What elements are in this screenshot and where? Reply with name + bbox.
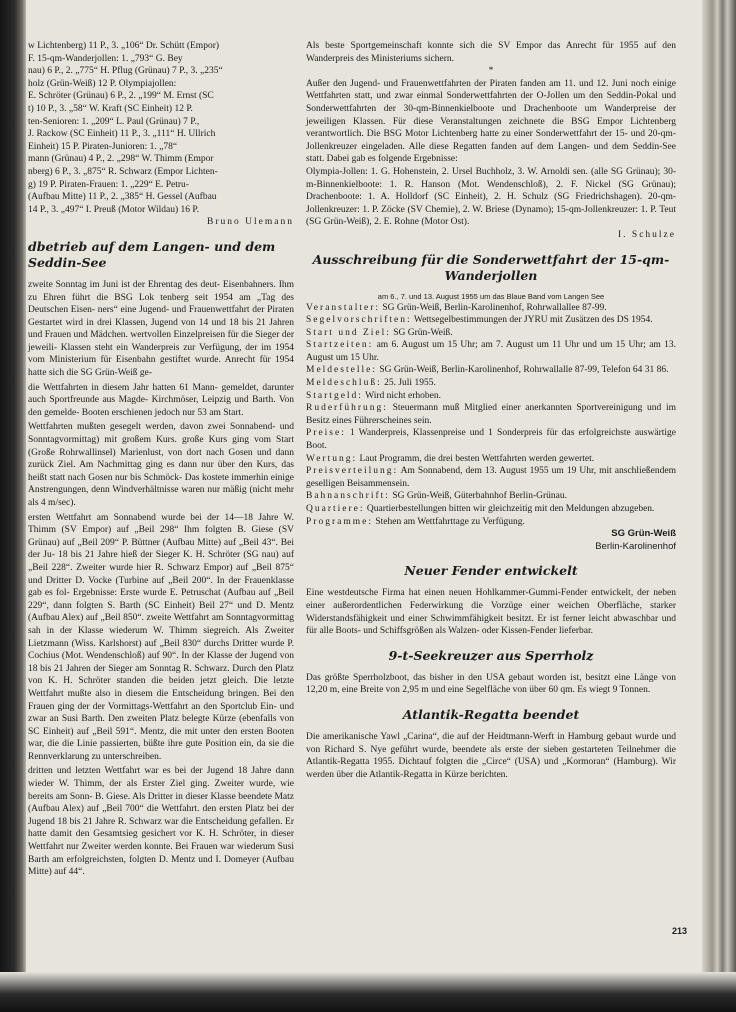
entry-text: Wettsegelbestimmungen der JYRU mit Zusätzen des DS 1954. [411, 315, 653, 326]
announcement-entry [306, 339, 676, 364]
results-line: (Aufbau Mitte) 11 P., 2. „385“ H. Gessel (Aufbau [28, 192, 217, 203]
section-heading: Atlantik-Regatta beendet [402, 706, 580, 722]
results-line: nau) 6 P., 2. „775“ H. Pflug (Grünau) 7 P., 3. „235“ [28, 66, 223, 77]
left-column [28, 40, 294, 879]
scan-bottom-edge [0, 972, 736, 1012]
results-line: 14 P., 3. „497“ I. Preuß (Motor Wildau) 16 P. [28, 204, 199, 215]
entry-text: SG Grün-Weiß. [390, 327, 453, 338]
entry-text: Laut Programm, die drei besten Wettfahrten werden gewertet. [357, 453, 595, 464]
results-paragraph: Olympia-Jollen: 1. G. Hohenstein, 2. Ursel Buchholz, 3. W. Arnoldi sen. (alle SG Grünau); 30-m-Binnenkielboote: 1. R. Hanson (Mot. Wendenschloß), 2. F. Nickel (SG Grünau); Drachenboote: 1. A. Holldorf (SC Einheit), 2. H. Schulz (SG Friedrichshagen). 20-qm-Jollenkreuzer: 1. P. Zöcke (SV Chemie), 2. W. Briese (Dynamo); 15-qm-Jollenkreuzer: 1. P. Teut (SG Grün-Weiß), 2. E. Rohne (Motor Ost). [306, 166, 676, 228]
entry-label: Startzeiten: [306, 340, 374, 351]
article-paragraph: Wettfahrten mußten gesegelt werden, davon zwei Sonnabend- und Sonntagvormittag) mit großem Kurs. große Kurs ging vom Start (Große Rohrwallinsel) Marienlust, von dort nach Gosen und dann zurück Ziel. Am Nachmittag ging es dann nur über den Kurs, das heißt statt nach Gosen nur bis Schmöck- Das kostete immerhin einige Anstrengungen, denn Windverhältnisse waren nur mäßig (nicht mehr als 4 m/sec). [28, 422, 294, 508]
entry-label: Segelvorschriften: [306, 315, 412, 326]
entry-label: Programme: [306, 516, 373, 527]
announcement-list [306, 302, 676, 529]
results-line: nberg) 6 P., 3. „875“ R. Schwarz (Empor Lichten- [28, 166, 218, 177]
article-paragraph: Das größte Sperrholzboot, das bisher in den USA gebaut worden ist, besitzt eine Länge von 12,20 m, eine Breite von 2,95 m und eine Segelfläche von über 60 qm. Es wiegt 9 Tonnen. [306, 672, 676, 696]
article-paragraph: Als beste Sportgemeinschaft konnte sich die SV Empor das Anrecht für 1955 auf den Wanderpreis des Ministeriums sichern. [306, 41, 676, 64]
entry-text: Stehen am Wettfahrttage zu Verfügung. [372, 516, 525, 527]
entry-text: 1 Wanderpreis, Klassenpreise und 1 Sonderpreis für das erfolgreichste auswärtige Boot. [306, 428, 676, 452]
entry-text: Steuermann muß Mitglied einer anerkannten Sportvereinigung und im Besitz eines Führerscheines sein. [306, 403, 676, 426]
announcement-entry [306, 503, 676, 516]
entry-label: Meldeschluß: [306, 378, 382, 389]
results-line: w Lichtenberg) 11 P., 3. „106“ Dr. Schütt (Empor) [28, 41, 220, 51]
entry-text: 25. Juli 1955. [381, 378, 436, 389]
section-heading: 9-t-Seekreuzer aus Sperrholz [388, 647, 594, 663]
entry-text: Am Sonnabend, dem 13. August 1955 um 19 Uhr, mit anschließendem geselligen Beisammensein. [306, 466, 676, 489]
article-paragraph: Eine westdeutsche Firma hat einen neuen Hohlkammer-Gummi-Fender entwickelt, der neben einer außerordentlichen Federwirkung die Vorzüge einer weichen Oberfläche, starker Widerstandsfähigkeit und einer Schwimmfähigkeit besitzt. Er ist ferner leicht abwaschbar und für alle Boots- und Schiffsgrößen als Walzen- oder Kissen-Fender lieferbar. [306, 588, 676, 637]
entry-label: Ruderführung: [306, 403, 388, 414]
entry-text: SG Grün-Weiß, Berlin-Karolinenhof, Rohrwallallee 87-99. [380, 302, 607, 313]
announcement-entry [306, 327, 676, 340]
announcement-entry [306, 377, 676, 390]
results-line: mann (Grünau) 4 P., 2. „298“ W. Thimm (Empor [28, 154, 214, 165]
announcement-entry [306, 302, 676, 315]
entry-label: Preisverteilung: [306, 466, 399, 477]
announcement-entry [306, 516, 676, 529]
entry-label: Wertung: [306, 453, 358, 464]
page-number: 213 [672, 926, 688, 936]
results-line: J. Rackow (SC Einheit) 11 P., 3. „111“ H. Ullrich [28, 129, 216, 140]
section-subline: am 6., 7. und 13. August 1955 um das Blaue Band vom Langen See [377, 291, 605, 301]
entry-text: SG Grün-Weiß, Berlin-Karolinenhof, Rohrwallalle 87-99, Telefon 64 31 86. [376, 365, 669, 376]
entry-label: Start und Ziel: [306, 327, 391, 338]
article-paragraph: Außer den Jugend- und Frauenwettfahrten der Piraten fanden am 11. und 12. Juni noch einige Wettfahrten statt, und zwar einmal Sonderwettfahrten der O-Jollen um den Seddin-Pokal und Sonderwettfahrten der 30-qm-Binnenkielboote und Drachenboote um Wanderpreise der jeweiligen Klassen. Für diese Veranstaltungen zeichnete die BSG Empor Lichtenberg verantwortlich. Die BSG Motor Lichtenberg hatte zu einer Sonderwettfahrt der 15- und 20-qm-Jollenkreuzer eingeladen. Alle diese Regatten fanden auf dem Langen- und dem Seddin-See statt. Dabei gab es folgende Ergebnisse: [306, 78, 676, 165]
club-place: Berlin-Karolinenhof [595, 540, 676, 552]
entry-text: Quartierbestellungen bitten wir gleichzeitig mit den Meldungen abzugeben. [364, 504, 655, 514]
results-lines [28, 40, 294, 216]
section-heading: Ausschreibung für die Sonderwettfahrt der 15-qm-Wanderjollen [312, 251, 670, 283]
results-line: Einheit) 15 P. Piraten-Junioren: 1. „78“ [28, 141, 178, 152]
article-paragraph: Die amerikanische Yawl „Carina“, die auf der Heidtmann-Werft in Hamburg gebaut wurde und von Richard S. Nye geführt wurde, beendete als erste der sieben gestarteten Teilnehmer die Atlantik-Regatta 1955. Dichtauf folgten die „Circe“ (USA) und „Kormoran“ (Hamburg). Wir werden über die Atlantik-Regatta in Kürze berichten. [306, 731, 676, 780]
article-paragraph: ersten Wettfahrt am Sonnabend wurde bei der 14—18 Jahre W. Thimm (SV Empor) auf „Beil 298“ Ihm folgten B. Giese (SV Grünau) auf „Beil 209“ P. Büttner (Aufbau Mitte) auf „Beil 43“. Bei der Ju- 18 bis 21 Jahre hieß der Sieger K. H. Schröter (SG nau) auf „Beil 228“. Zweiter wurde hier R. Schwarz Empor) auf „Beil 875“ und Dritter D. Vocke (Turbine auf „Beil 200“. In der Frauenklasse gab es fol- Ergebnisse: Erste wurde E. Petruschat (Aufbau auf „Beil 229“, dann folgten S. Barth (SC Einheit) Beil 27“ und D. Mentz (Aufbau Alex) auf „Beil 850“. zweite Wettfahrt am Sonntagvormittag sah in der Klasse wiederum W. Thimm siegreich. Als Zweiter Lietzmann (Wiss. Karlshorst) auf „Beil 830“ durchs Dritter wurde P. Cochius (Mot. Wendenschloß) auf 90“. In der Klasse der Jugend von 18 bis 21 Jahren der Sieger am Sonntag R. Schwarz. Durch den Platz von K. H. Schröter standen die beiden jetzt gleich. Die letzte Wettfahrt mußte also in diesem die Entscheidung bringen. Bei den Frauen ging der der Vormittags-Wettfahrt an den Sportclub Ein- und zwar an Susi Barth. Den zweiten Platz belegte Kürze (ebenfalls von SC Einheit) auf „Beil 591“. Mentz, die mit unter den ersten Booten war, die die Linie passierten, büßte ihre gute Position ein, da sie die Rennverklarung zu unterschreiben. [28, 512, 294, 762]
section-heading: dbetrieb auf dem Langen- und dem Seddin-See [28, 238, 276, 270]
entry-text: Wird nicht erhoben. [362, 390, 442, 401]
announcement-entry [306, 402, 676, 427]
entry-text: am 6. August um 15 Uhr; am 7. August um 11 Uhr und um 15 Uhr; am 13. August um 15 Uhr. [306, 340, 676, 363]
author-signature: I. Schulze [618, 229, 676, 240]
article-paragraph: dritten und letzten Wettfahrt war es bei der Jugend 18 Jahre dann wieder W. Thimm, der als Erster Ziel ging. Zweiter wurde, wie bereits am Sonn- B. Giese. Als Dritter in dieser Klasse beendete Matz (Aufbau Alex) auf „Beil 700“ die Wettfahrt. den ersten Platz bei der Jugend 18 bis 21 Jahre R. Schwarz war die Entscheidung gefallen. Er hatte damit den Gesamtsieg gesichert vor K. H. Schröter, in dieser Wettfahrt nur Zweiter werden konnte. Bei Frauen war wiederum Susi Barth am erfolgreichsten, folgten D. Mentz und I. Domeyer (Aufbau Mitte) auf 44“. [28, 766, 294, 878]
club-name: SG Grün-Weiß [611, 528, 676, 540]
entry-label: Preise: [306, 428, 346, 439]
announcement-entry [306, 490, 676, 503]
book-gutter-shadow [0, 0, 26, 1012]
announcement-entry [306, 364, 676, 377]
announcement-entry [306, 453, 676, 466]
entry-label: Veranstalter: [306, 302, 381, 313]
announcement-entry [306, 390, 676, 403]
entry-label: Startgeld: [306, 390, 363, 401]
results-line: g) 19 P. Piraten-Frauen: 1. „229“ E. Petru- [28, 179, 189, 190]
results-line: ten-Senioren: 1. „209“ L. Paul (Grünau) 7 P., [28, 116, 200, 127]
announcement-entry [306, 314, 676, 327]
page-edges [702, 0, 736, 1012]
results-line: F. 15-qm-Wanderjollen: 1. „793“ G. Bey [28, 53, 183, 64]
announcement-entry [306, 465, 676, 490]
section-separator: * [488, 66, 494, 77]
entry-label: Meldestelle: [306, 365, 377, 376]
results-line: holz (Grün-Weiß) 12 P. Olympiajollen: [28, 78, 177, 89]
article-paragraph: zweite Sonntag im Juni ist der Ehrentag des deut- Eisenbahners. Ihm zu Ehren führt die BSG Lok tenberg seit 1954 am „Tag des Deutschen Eisen- ners“ eine Jugend- und Frauenwettfahrt der Piraten Gestartet wird in drei Klassen, Jugend von 14 und 18 bis 21 Jahren und Frauen und Mädchen. wertvollen Einzelpreisen für die Sieger der jeweili- Klassen steht ein Wanderpreis zur Verfügung, der im 1954 vom Ministerium für Eisenbahn gestiftet wurde. Anrecht für 1954 hatte sich die SG Grün-Weiß ge- [28, 279, 294, 379]
right-column [306, 40, 676, 781]
article-paragraph: die Wettfahrten in diesem Jahr hatten 61 Mann- gemeldet, darunter auch Sportfreunde aus Magde- Kirchmöser, Leipzig und Barth. Von den gemelde- Booten erschienen jedoch nur 53 am Start. [28, 382, 294, 418]
entry-label: Quartiere: [306, 504, 365, 514]
entry-text: SG Grün-Weiß, Güterbahnhof Berlin-Grünau. [389, 491, 567, 502]
author-signature: Bruno Ulemann [207, 217, 294, 228]
announcement-entry [306, 427, 676, 452]
results-line: t) 10 P., 3. „58“ W. Kraft (SC Einheit) 12 P. [28, 103, 193, 114]
results-line: E. Schröter (Grünau) 6 P., 2. „199“ M. Ernst (SC [28, 91, 214, 102]
section-heading: Neuer Fender entwickelt [404, 563, 578, 579]
entry-label: Bahnanschrift: [306, 491, 390, 502]
